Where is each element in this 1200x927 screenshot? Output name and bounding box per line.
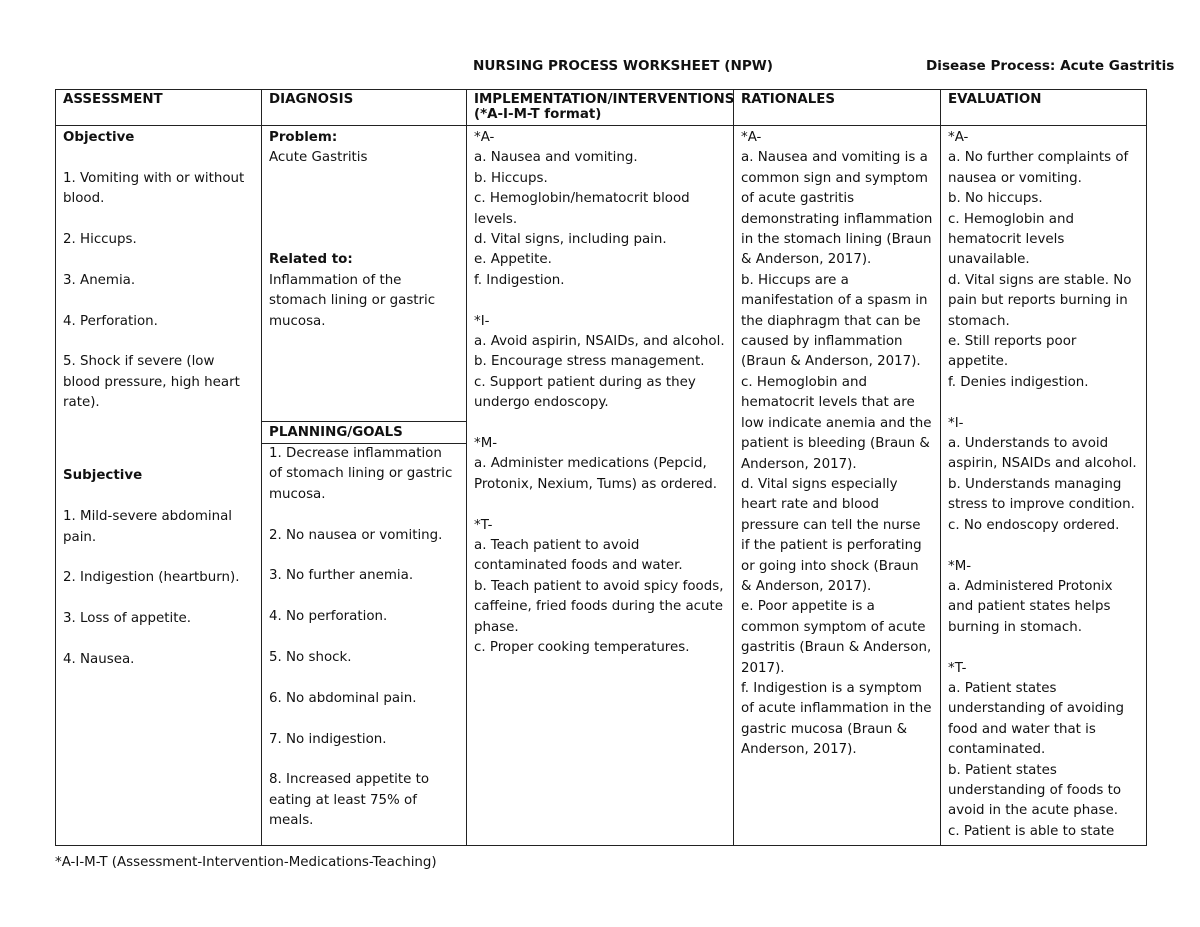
impl-a-item: d. Vital signs, including pain. (474, 232, 667, 248)
related-label: Related to: (269, 252, 353, 268)
eval-i-item: a. Understands to avoid aspirin, NSAIDs and alcohol. (948, 436, 1137, 472)
impl-t-label: *T- (474, 517, 493, 533)
subjective-item: 3. Loss of appetite. (63, 611, 191, 627)
impl-a-label: *A- (474, 130, 495, 145)
related-text: Inflammation of the stomach lining or gastric mucosa. (269, 272, 436, 329)
worksheet-title: NURSING PROCESS WORKSHEET (NPW) (473, 58, 774, 74)
impl-a-item: c. Hemoglobin/hematocrit blood levels. (474, 191, 690, 227)
eval-m-item: a. Administered Protonix and patient states helps burning in stomach. (948, 578, 1113, 635)
rationale-item: b. Hiccups are a manifestation of a spasm in the diaphragm that can be caused by inflammation (Braun & Anderson, 2017). (741, 272, 928, 370)
rationales-cell (734, 126, 941, 846)
eval-a-label: *A- (948, 130, 969, 145)
worksheet-table (55, 89, 1147, 846)
disease-process: Disease Process: Acute Gastritis (926, 58, 1175, 74)
eval-t-item: c. Patient is able to state (948, 823, 1115, 839)
header-diagnosis: DIAGNOSIS (262, 90, 467, 126)
planning-goals-list (262, 444, 466, 832)
objective-item: 4. Perforation. (63, 313, 158, 329)
planning-goals-header: PLANNING/GOALS (262, 422, 466, 444)
header-rationales: RATIONALES (734, 90, 941, 126)
eval-m-label: *M- (948, 558, 972, 574)
objective-label: Objective (63, 130, 135, 145)
impl-i-item: a. Avoid aspirin, NSAIDs, and alcohol. (474, 334, 725, 350)
eval-a-item: a. No further complaints of nausea or vomiting. (948, 150, 1129, 186)
diagnosis-cell (262, 126, 467, 846)
rationale-item: a. Nausea and vomiting is a common sign and symptom of acute gastritis demonstrating inflammation in the stomach lining (Braun & Anderson, 2017). (741, 150, 933, 268)
impl-i-label: *I- (474, 313, 490, 329)
impl-a-item: e. Appetite. (474, 252, 552, 268)
subjective-item: 4. Nausea. (63, 651, 135, 667)
implementation-cell (467, 126, 734, 846)
rationale-a-label: *A- (741, 130, 762, 145)
goal-item: 8. Increased appetite to eating at least 75% of meals. (269, 772, 430, 829)
impl-a-item: f. Indigestion. (474, 272, 565, 288)
objective-item: 5. Shock if severe (low blood pressure, high heart rate). (63, 354, 240, 411)
evaluation-cell (941, 126, 1147, 846)
subjective-label: Subjective (63, 468, 143, 484)
header-row (56, 90, 1147, 126)
objective-item: 1. Vomiting with or without blood. (63, 170, 245, 207)
subjective-item: 1. Mild-severe abdominal pain. (63, 509, 233, 545)
eval-a-item: b. No hiccups. (948, 191, 1043, 207)
header-assessment: ASSESSMENT (56, 90, 262, 126)
eval-t-item: b. Patient states understanding of foods to avoid in the acute phase. (948, 762, 1122, 819)
aimt-footnote: *A-I-M-T (Assessment-Intervention-Medications-Teaching) (55, 855, 437, 870)
rationale-item: d. Vital signs especially heart rate and blood pressure can tell the nurse if the patient is perforating or going into shock (Braun & Anderson, 2017). (741, 476, 922, 594)
subjective-item: 2. Indigestion (heartburn). (63, 570, 240, 586)
eval-i-item: b. Understands managing stress to improve condition. (948, 476, 1135, 513)
goal-item: 1. Decrease inflammation of stomach lining or gastric mucosa. (269, 446, 453, 502)
header-evaluation: EVALUATION (941, 90, 1147, 126)
eval-a-item: c. Hemoglobin and hematocrit levels unavailable. (948, 211, 1074, 268)
impl-t-item: b. Teach patient to avoid spicy foods, caffeine, fried foods during the acute phase. (474, 578, 724, 635)
header-implementation: IMPLEMENTATION/INTERVENTIONS (*A-I-M-T format) (467, 90, 734, 126)
goal-item: 3. No further anemia. (269, 568, 414, 584)
goal-item: 6. No abdominal pain. (269, 690, 417, 706)
rationale-item: c. Hemoglobin and hematocrit levels that are low indicate anemia and the patient is bleeding (Braun & Anderson, 2017). (741, 374, 932, 472)
rationale-item: f. Indigestion is a symptom of acute inflammation in the gastric mucosa (Braun & Anderson, 2017). (741, 680, 932, 758)
problem-label: Problem: (269, 130, 338, 145)
diagnosis-section (262, 126, 466, 422)
impl-m-item: a. Administer medications (Pepcid, Protonix, Nexium, Tums) as ordered. (474, 456, 718, 492)
eval-t-label: *T- (948, 660, 967, 676)
eval-a-item: f. Denies indigestion. (948, 374, 1089, 390)
content-row (56, 126, 1147, 846)
goal-item: 5. No shock. (269, 650, 352, 665)
goal-item: 7. No indigestion. (269, 731, 387, 747)
impl-i-item: c. Support patient during as they undergo endoscopy. (474, 374, 696, 411)
impl-i-item: b. Encourage stress management. (474, 354, 705, 370)
assessment-cell (56, 126, 262, 846)
objective-item: 3. Anemia. (63, 272, 136, 288)
rationale-item: e. Poor appetite is a common symptom of acute gastritis (Braun & Anderson, 2017). (741, 599, 932, 676)
eval-i-label: *I- (948, 415, 964, 431)
goal-item: 4. No perforation. (269, 609, 388, 625)
impl-m-label: *M- (474, 436, 498, 452)
objective-item: 2. Hiccups. (63, 232, 137, 247)
impl-a-item: b. Hiccups. (474, 170, 548, 186)
goal-item: 2. No nausea or vomiting. (269, 527, 443, 543)
impl-a-item: a. Nausea and vomiting. (474, 150, 638, 166)
impl-t-item: a. Teach patient to avoid contaminated foods and water. (474, 538, 683, 574)
eval-i-item: c. No endoscopy ordered. (948, 517, 1120, 533)
eval-a-item: d. Vital signs are stable. No pain but reports burning in stomach. (948, 272, 1132, 329)
problem-text: Acute Gastritis (269, 150, 368, 166)
eval-a-item: e. Still reports poor appetite. (948, 334, 1077, 370)
eval-t-item: a. Patient states understanding of avoiding food and water that is contaminated. (948, 680, 1125, 758)
impl-t-item: c. Proper cooking temperatures. (474, 640, 690, 656)
